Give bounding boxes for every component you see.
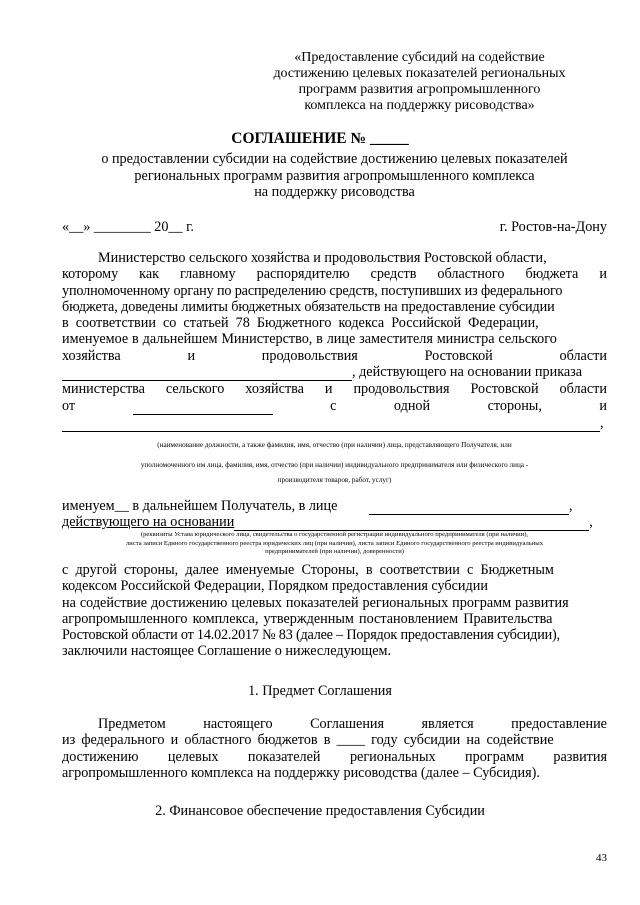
other-side-line-5: Ростовской области от 14.02.2017 № 83 (далее – Порядок предоставления субсидии), <box>62 627 560 644</box>
subtitle-line-3: на поддержку рисоводства <box>254 184 415 200</box>
header-line-3: программ развития агропромышленного <box>298 82 541 97</box>
acting-basis-text: действующего на основании <box>62 514 235 530</box>
note1-line-1: (наименование должности, а также фамилия, имя, отчество (при наличии) лица, представляющего Получателя, или <box>157 441 512 449</box>
page-number: 43 <box>596 852 607 864</box>
acting-basis-line: действующего на основании , <box>62 514 593 530</box>
note1-line-3: производителя товаров, работ, услуг) <box>277 476 392 484</box>
intro-line-8: , действующего на основании приказа <box>62 364 607 381</box>
agreement-date: «__» ________ 20__ г. <box>62 219 194 235</box>
subtitle-line-1: о предоставлении субсидии на содействие достижению целевых показателей <box>101 151 568 167</box>
section-1-paragraph <box>62 716 607 781</box>
intro-line-9: министерства сельского хозяйства и продовольствия Ростовской области <box>62 381 607 398</box>
section-2-heading: 2. Финансовое обеспечение предоставления Субсидии <box>155 803 485 819</box>
recipient-named-text: именуем__ в дальнейшем Получатель, в лице <box>62 498 338 514</box>
header-block <box>232 50 607 114</box>
recipient-representative-blank[interactable] <box>62 415 600 432</box>
note-representative <box>62 441 607 450</box>
subtitle-line-2: региональных программ развития агропромышленного комплекса <box>134 167 535 184</box>
deputy-name-blank[interactable] <box>62 364 352 381</box>
intro-paragraph <box>62 250 607 432</box>
intro-line-10: от с одной стороны, и <box>62 397 607 414</box>
agreement-title: СОГЛАШЕНИЕ № _____ <box>231 130 409 147</box>
intro-line-2: которому как главному распорядителю средств областного бюджета и <box>62 266 607 283</box>
order-date-blank[interactable] <box>133 398 273 415</box>
acting-basis-blank[interactable] <box>234 514 589 531</box>
note1-line-3-wrap <box>62 476 607 485</box>
section1-line-3: достижению целевых показателей региональных программ развития <box>62 748 607 765</box>
agreement-subtitle <box>62 151 607 201</box>
other-side-line-1: с другой стороны, далее именуемые Стороны, в соответствии с Бюджетным <box>62 562 554 578</box>
header-line-4: комплекса на поддержку рисоводства» <box>304 98 535 113</box>
note2-line-3: предпринимателей (при наличии), доверенности) <box>265 548 404 556</box>
intro-line-1: Министерство сельского хозяйства и продовольствия Ростовской области, <box>98 250 547 266</box>
section1-line-1: Предметом настоящего Соглашения является предоставление <box>98 716 607 732</box>
intro-line-5: в соответствии со статьей 78 Бюджетного кодекса Российской Федерации, <box>62 315 539 332</box>
other-side-line-4: агропромышленного комплекса, утвержденным постановлением Правительства <box>62 610 553 627</box>
section-1-heading: 1. Предмет Соглашения <box>248 683 392 699</box>
note2-line-2: листа записи Единого государственного реестра юридических лиц (при наличии), листа записи Единого государственного реестра индивидуальных <box>126 539 543 547</box>
intro-line-3: уполномоченному органу по распределению средств, поступивших из федерального <box>62 282 563 299</box>
recipient-line: именуем__ в дальнейшем Получатель, в лице , <box>62 498 573 514</box>
note2-line-1: (реквизиты Устава юридического лица, свидетельства о государственной регистрации индивидуального предпринимателя (при наличии), <box>140 531 529 538</box>
other-side-line-2: кодексом Российской Федерации, Порядком предоставления субсидии <box>62 578 488 595</box>
agreement-city: г. Ростов-на-Дону <box>499 219 607 235</box>
date-place-line <box>62 219 607 236</box>
intro-line-11: , <box>62 415 607 432</box>
recipient-person-blank[interactable] <box>369 498 569 515</box>
section1-line-4: агропромышленного комплекса на поддержку рисоводства (далее – Субсидия). <box>62 764 540 781</box>
intro-line-6: именуемое в дальнейшем Министерство, в лице заместителя министра сельского <box>62 331 557 348</box>
header-line-1: «Предоставление субсидий на содействие <box>294 50 545 65</box>
note-requisites <box>62 531 607 557</box>
intro-line-7: хозяйства и продовольствия Ростовской области <box>62 347 607 364</box>
header-line-2: достижению целевых показателей региональных <box>273 66 566 81</box>
other-side-paragraph <box>62 562 607 660</box>
note1-line-2-wrap <box>62 461 607 470</box>
note1-line-2: уполномоченного им лица, фамилия, имя, отчество (при наличии) индивидуального предпринимателя или физического лица - <box>140 461 529 469</box>
other-side-line-6: заключили настоящее Соглашение о нижеследующем. <box>62 643 392 660</box>
section1-line-2: из федерального и областного бюджетов в ____ году субсидии на содействие <box>62 732 554 749</box>
intro-line-4: бюджета, доведены лимиты бюджетных обязательств на предоставление субсидии <box>62 298 555 315</box>
other-side-line-3: на содействие достижению целевых показателей региональных программ развития <box>62 594 569 611</box>
